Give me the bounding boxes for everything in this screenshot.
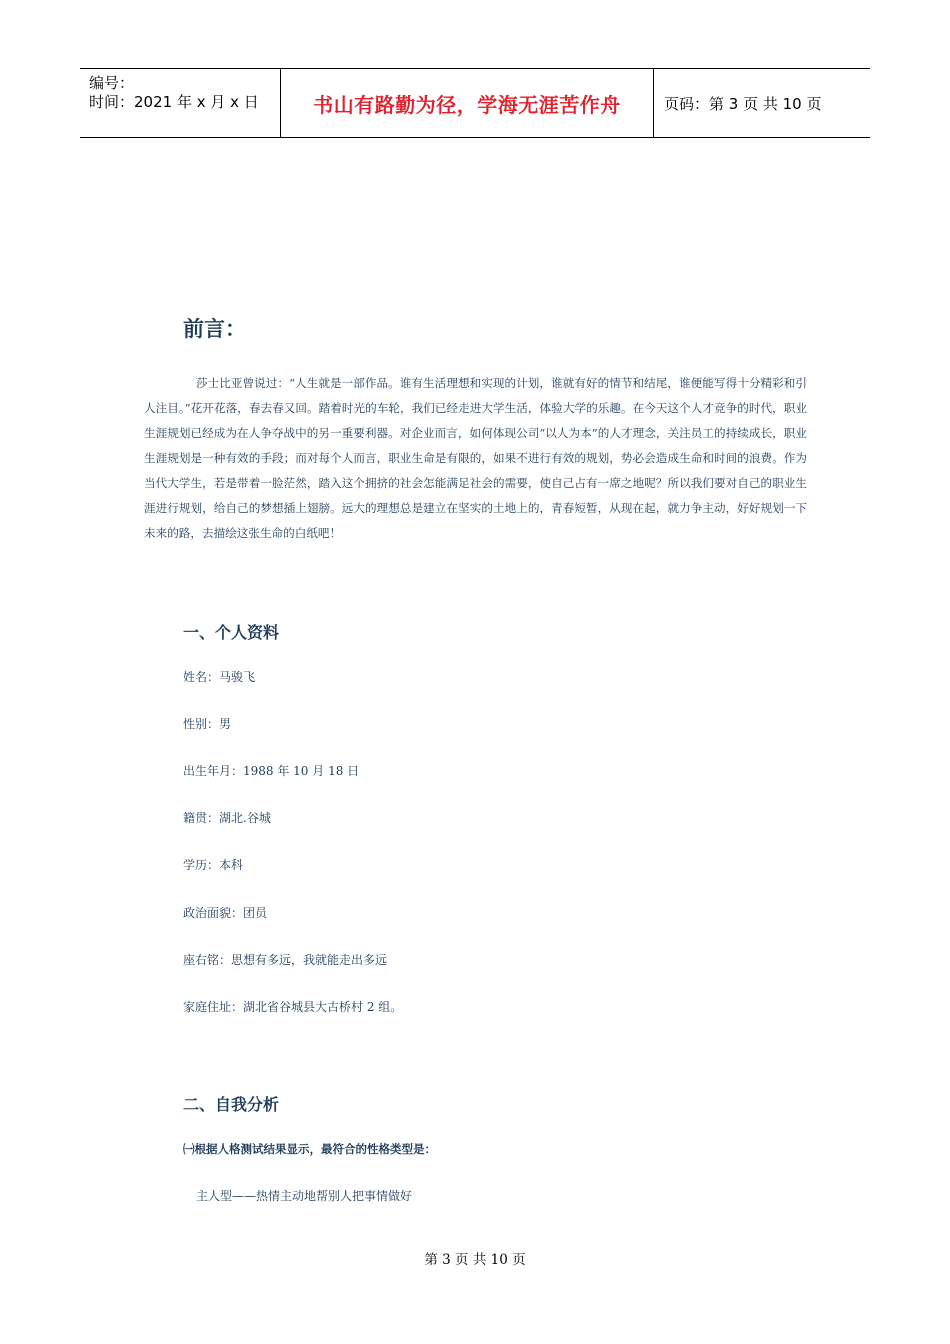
info-political-status: 政治面貌：团员	[183, 906, 268, 920]
info-education: 学历：本科	[183, 858, 244, 872]
info-gender: 性别：男	[183, 717, 232, 731]
header-page-cell	[654, 69, 870, 137]
page-footer: 第 3 页 共 10 页	[424, 1252, 526, 1268]
info-birth-date: 出生年月：1988 年 10 月 18 日	[183, 764, 360, 778]
preface-title: 前言：	[183, 317, 246, 341]
section-personal-info-title: 一、个人资料	[183, 623, 280, 642]
document-number-label: 编号：	[89, 74, 135, 92]
info-home-address: 家庭住址：湖北省谷城县大古桥村 2 组。	[183, 1000, 403, 1014]
personality-test-subtitle: ㈠根据人格测试结果显示，最符合的性格类型是：	[183, 1142, 436, 1156]
header-page-number: 页码：第 3 页 共 10 页	[664, 94, 822, 113]
header-motto-cell	[281, 69, 654, 137]
section-self-analysis-title: 二、自我分析	[183, 1095, 280, 1114]
header-motto: 书山有路勤为径，学海无涯苦作舟	[313, 92, 621, 117]
info-native-place: 籍贯：湖北.谷城	[183, 811, 271, 825]
document-time-label: 时间：2021 年 x 月 x 日	[89, 93, 259, 111]
info-motto: 座右铭：思想有多远，我就能走出多远	[183, 953, 388, 967]
preface-body: 莎士比亚曾说过：“人生就是一部作品。谁有生活理想和实现的计划，谁就有好的情节和结尾，谁便能写得十分精彩和引人注目。”花开花落，春去春又回。踏着时光的车轮，我们已经走进大学生活，体验大学的乐趣。在今天这个人才竞争的时代，职业生涯规划已经成为在人争夺战中的另一重要利器。对企业而言，如何体现公司“以人为本”的人才理念，关注员工的持续成长，职业生涯规划是一种有效的手段；而对每个人而言，职业生命是有限的，如果不进行有效的规划，势必会造成生命和时间的浪费。作为当代大学生，若是带着一脸茫然，踏入这个拥挤的社会怎能满足社会的需要，使自己占有一席之地呢？所以我们要对自己的职业生涯进行规划，给自己的梦想插上翅膀。远大的理想总是建立在坚实的土地上的，青春短暂，从现在起，就力争主动，好好规划一下未来的路，去描绘这张生命的白纸吧！	[144, 376, 807, 540]
info-name: 姓名：马骏飞	[183, 670, 256, 684]
header-left-cell	[80, 69, 281, 137]
page-header	[80, 68, 870, 138]
personality-type-text: 主人型——热情主动地帮别人把事情做好	[196, 1189, 413, 1203]
